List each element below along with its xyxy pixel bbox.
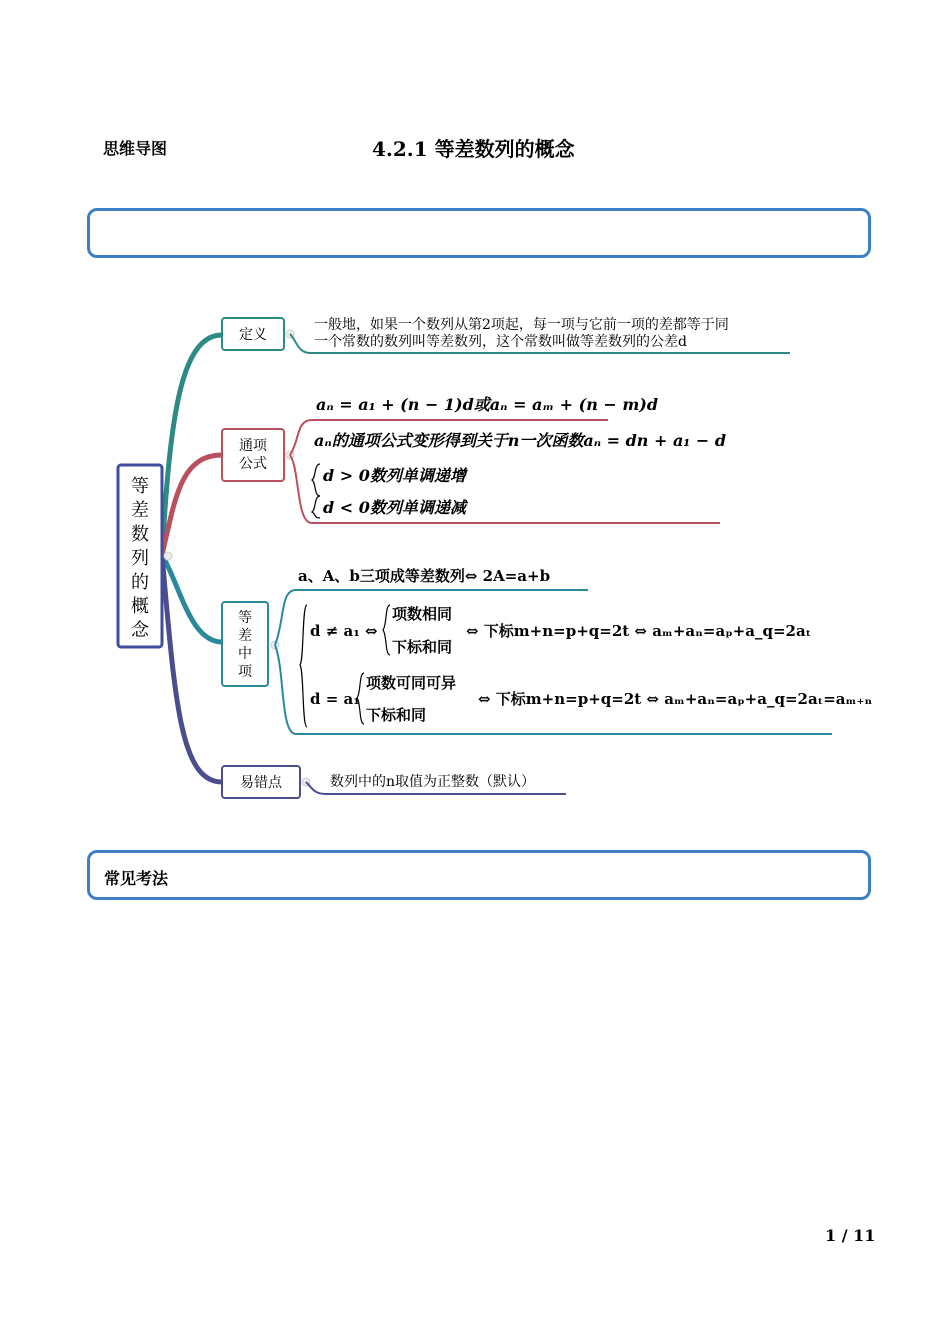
node-middle-char: 等 (238, 610, 252, 626)
definition-line1: 一般地，如果一个数列从第2项起，每一项与它前一项的差都等于同 (314, 317, 729, 333)
error-text: 数列中的n取值为正整数（默认） (330, 774, 536, 790)
root-char: 念 (131, 620, 149, 641)
middle-title: a、A、b三项成等差数列⇔ 2A=a+b (298, 567, 551, 585)
definition-line2: 一个常数的数列叫等差数列，这个常数叫做等差数列的公差d (314, 334, 687, 350)
root-char: 列 (131, 548, 149, 569)
page-number: 1 / 11 (825, 1226, 876, 1245)
header-left-label: 思维导图 (103, 139, 168, 158)
middle-case1-a: 项数相同 (392, 605, 453, 623)
root-char: 数 (131, 524, 149, 545)
middle-case2-a: 项数可同可异 (366, 674, 457, 692)
middle-case2-b: 下标和同 (366, 706, 427, 724)
node-error-label: 易错点 (240, 775, 282, 791)
node-definition-label: 定义 (239, 327, 267, 343)
formula-decreasing: d < 0数列单调递减 (323, 498, 466, 517)
connector-formula (162, 455, 222, 555)
root-char: 等 (131, 476, 149, 497)
root-char: 概 (131, 596, 149, 617)
middle-case1-result: ⇔ 下标m+n=p+q=2t ⇔ aₘ+aₙ=aₚ+a_q=2aₜ (466, 622, 812, 640)
page-title: 4.2.1 等差数列的概念 (372, 137, 575, 161)
formula-linear: aₙ的通项公式变形得到关于n一次函数aₙ = dn + a₁ − d (314, 431, 727, 450)
middle-case1-b: 下标和同 (392, 638, 453, 656)
section-panel-methods (87, 850, 871, 900)
node-middle-char: 中 (238, 646, 252, 662)
node-formula-label-2: 公式 (239, 456, 267, 472)
connector-error (162, 555, 222, 782)
section-label: 常见考法 (104, 869, 169, 888)
middle-case2-result: ⇔ 下标m+n=p+q=2t ⇔ aₘ+aₙ=aₚ+a_q=2aₜ=aₘ₊ₙ (478, 690, 873, 708)
formula-general: aₙ = a₁ + (n − 1)d或aₙ = aₘ + (n − m)d (316, 395, 659, 414)
middle-case1-cond: d ≠ a₁ ⇔ (310, 622, 378, 640)
middle-case2-cond: d = a₁ (310, 690, 360, 708)
node-middle-char: 项 (238, 664, 252, 680)
formula-increasing: d > 0数列单调递增 (323, 466, 466, 485)
node-middle-char: 差 (238, 628, 252, 644)
node-formula-label-1: 通项 (239, 438, 267, 454)
root-char: 的 (131, 572, 149, 593)
root-char: 差 (131, 500, 149, 521)
node-formula (222, 429, 284, 481)
